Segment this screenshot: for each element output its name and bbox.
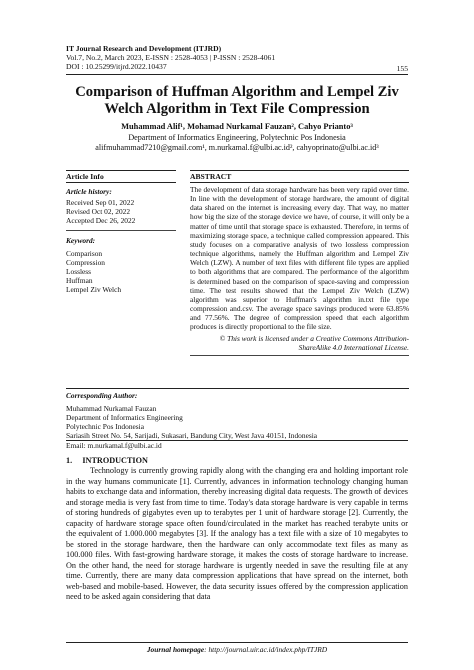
footer-label: Journal homepage <box>146 645 205 654</box>
history-list <box>66 198 176 225</box>
corresponding-name: Muhammad Nurkamal Fauzan <box>66 404 157 413</box>
article-info-heading: Article Info <box>66 170 176 183</box>
introduction-section <box>66 456 408 603</box>
corresponding-details <box>66 404 409 450</box>
footer-divider <box>66 642 408 643</box>
corresponding-institution: Polytechnic Pos Indonesia <box>66 422 145 432</box>
volume-line: Vol.7, No.2, March 2023, E-ISSN : 2528-4053 | P-ISSN : 2528-4061 <box>66 53 276 63</box>
license-line[interactable]: ShareAlike 4.0 International License. <box>298 342 409 352</box>
doi-line: DOI : 10.25299/itjrd.2022.10437 <box>66 62 167 72</box>
keyword-heading: Keyword: <box>66 236 96 245</box>
introduction-heading: 1. INTRODUCTION <box>66 456 148 465</box>
corresponding-bottom-divider <box>66 440 408 441</box>
journal-name: IT Journal Research and Development (ITJRD) <box>66 44 222 53</box>
history-received: Received Sep 01, 2022 <box>66 198 135 207</box>
keyword-list <box>66 249 176 294</box>
journal-header <box>66 44 275 72</box>
page-number: 155 <box>396 64 408 73</box>
corresponding-address: Sariasih Street No. 54, Sarijadi, Sukasari, Bandung City, West Java 40151, Indonesia <box>66 431 318 441</box>
info-divider <box>66 230 176 231</box>
journal-homepage-link[interactable]: : http://journal.uir.ac.id/index.php/ITJRD <box>204 645 328 654</box>
abstract-divider <box>190 355 409 356</box>
corresponding-email[interactable]: Email: m.nurkamal.f@ulbi.ac.id <box>66 440 162 450</box>
article-info-column <box>66 170 176 294</box>
keyword-item: Compression <box>66 258 106 267</box>
keyword-item: Huffman <box>66 276 93 285</box>
license-notice <box>190 334 409 352</box>
corresponding-heading: Corresponding Author: <box>66 391 138 400</box>
corresponding-divider <box>66 388 409 389</box>
affiliation-block <box>66 133 408 153</box>
keyword-item: Comparison <box>66 249 103 258</box>
license-line[interactable]: © This work is licensed under a Creative Commons Attribution- <box>219 333 409 343</box>
footer <box>66 645 408 654</box>
keyword-item: Lempel Ziv Welch <box>66 285 122 294</box>
history-accepted: Accepted Dec 26, 2022 <box>66 216 136 225</box>
introduction-text: Technology is currently growing rapidly along with the changing era and holding important role in the way humans communicate [1]. Currently, advances in information technology changing human habits to exchange data and information, thereby increasing digital data requests. The growth of devices and storage media is very fast from time to time. Today's data storage hardware is very capable in terms of storing hundreds of gigabytes even up to terabytes per 1 unit of hardware storage [2]. Currently, the capacity of hardware storage space often found/circulated in the market has reached terabyte units or the equivalent of 1.000.000 megabytes [3]. If the analogy has a text file with a size of 10 megabytes to be stored in the storage hardware, then the hardware can only accommodate text files as many as 100.000 files. With fast-growing hardware storage, it makes the costs of storage hardware to increase. On the other hand, the need for storage hardware is urgently needed in save the resulting file at any time. Currently, there are many data compression applications that have spread on the internet, both web-based and mobile-based. However, the data security issues offered by the compression application need to be asked again considering that data <box>66 466 408 601</box>
corresponding-dept: Department of Informatics Engineering <box>66 413 183 423</box>
abstract-text: The development of data storage hardware has been very rapid over time. In line with the development of storage hardware, the amount of digital data shared on the internet is increasing every day. That way, no matter how big the size of the storage device we have, of course, it will only be a matter of time until that storage space is exhausted. Therefore, in terms of maximizing storage space, a technique called compression appeared. This study focuses on a comparative analysis of two lossless compression technique algorithms, namely the Huffman algorithm and Lempel Ziv Welch (LZW). A number of text files with different file types are applied to both algorithms that are compared. The performance of the algorithm is determined based on the comparison of space-saving and compression time. The test results showed that the Lempel Ziv Welch (LZW) algorithm was superior to Huffman's algorithm in.txt file type compression and.csv. The average space savings produced were 63.85% and 77.56%. The degree of compression speed that each algorithm produces is directly proportional to the file size. <box>190 185 409 332</box>
affiliation: Department of Informatics Engineering, Polytechnic Pos Indonesia <box>128 133 346 142</box>
history-revised: Revised Oct 02, 2022 <box>66 207 131 216</box>
keyword-item: Lossless <box>66 267 92 276</box>
history-heading: Article history: <box>66 187 112 196</box>
abstract-column <box>190 170 409 356</box>
author-emails: alifmuhammad7210@gmail.com¹, m.nurkamal.f@ulbi.ac.id², cahyoprinato@ulbi.ac.id³ <box>95 143 379 152</box>
abstract-heading: ABSTRACT <box>190 170 409 183</box>
paper-title: Comparison of Huffman Algorithm and Lempel Ziv Welch Algorithm in Text File Compression <box>75 84 399 117</box>
header-divider <box>66 74 408 75</box>
author-list: Muhammad Alif¹, Mohamad Nurkamal Fauzan², Cahyo Prianto³ <box>121 122 353 131</box>
